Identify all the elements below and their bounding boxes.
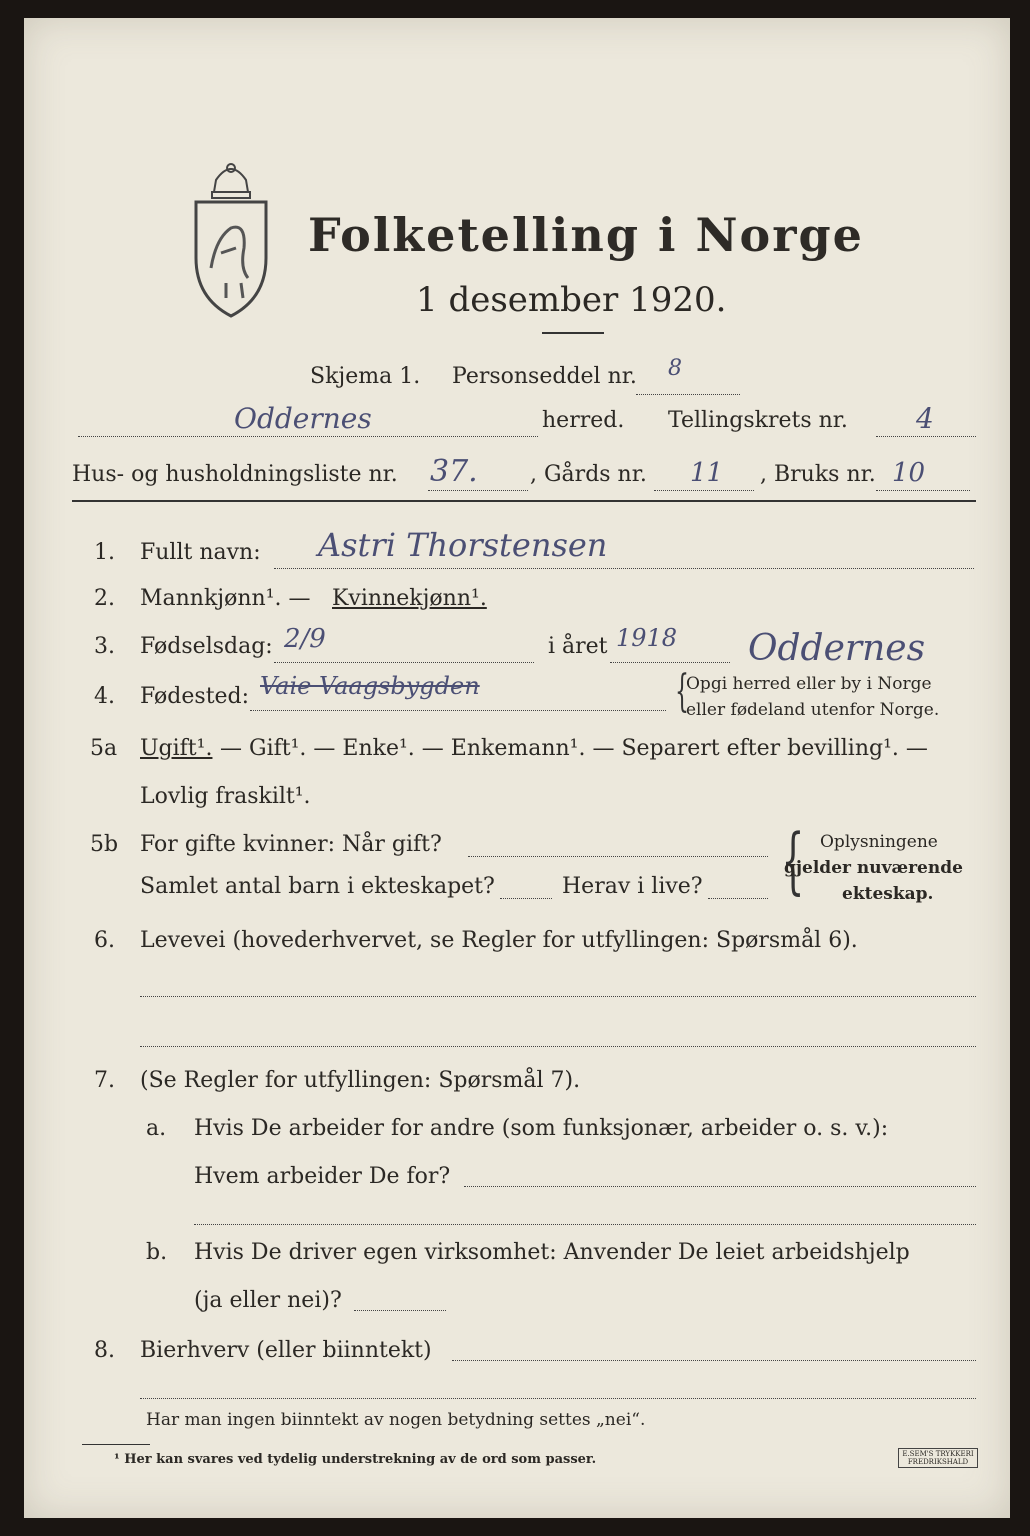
q6-number: 6. [94, 928, 115, 953]
q5b-label: For gifte kvinner: Når gift? [140, 832, 442, 857]
q1-line [274, 568, 974, 569]
q1-label: Fullt navn: [140, 540, 261, 565]
herred-label: herred. [542, 408, 625, 433]
q5b-note-line3: ekteskap. [842, 884, 934, 904]
gards-line [654, 490, 754, 491]
q5b-note-line1: Oplysningene [820, 832, 938, 852]
q5b-barn-line [500, 898, 552, 899]
q5b-live-line [708, 898, 768, 899]
q4-label: Fødested: [140, 684, 250, 709]
q1-value: Astri Thorstensen [318, 526, 608, 564]
q1-number: 1. [94, 540, 115, 565]
q5a-options: — Gift¹. — Enke¹. — Enkemann¹. — Separert efter bevilling¹. — [220, 736, 928, 761]
q3-label: Fødselsdag: [140, 634, 273, 659]
q7b-label: Hvis De driver egen virksomhet: Anvender De leiet arbeidshjelp [194, 1240, 910, 1265]
census-form [24, 18, 1010, 1518]
form-title: Folketelling i Norge [308, 208, 864, 262]
tellingskrets-line [876, 436, 976, 437]
footnote: ¹ Her kan svares ved tydelig understrekning av de ord som passer. [114, 1452, 597, 1467]
q7b-line [354, 1310, 446, 1311]
q5b-line1 [468, 856, 768, 857]
q8-number: 8. [94, 1338, 115, 1363]
q4-note-line2: eller fødeland utenfor Norge. [686, 700, 940, 720]
q7a-line1 [464, 1186, 976, 1187]
husholdning-line [428, 490, 528, 491]
q5b-number: 5b [90, 832, 119, 857]
bruks-label: , Bruks nr. [760, 462, 876, 487]
q6-label: Levevei (hovederhvervet, se Regler for utfyllingen: Spørsmål 6). [140, 928, 858, 953]
q4-note-line1: Opgi herred eller by i Norge [686, 674, 932, 694]
q4-brace: { [675, 666, 689, 717]
q7b-ja-nei-label: (ja eller nei)? [194, 1288, 342, 1313]
q3-number: 3. [94, 634, 115, 659]
printer-stamp: E.SEM'S TRYKKERI FREDRIKSHALD [898, 1448, 978, 1468]
coat-of-arms-icon [186, 158, 276, 318]
q4-number: 4. [94, 684, 115, 709]
q8-line2 [140, 1398, 976, 1399]
personseddel-line [636, 394, 740, 395]
q5b-barn-label: Samlet antal barn i ekteskapet? [140, 874, 495, 899]
gards-label: , Gårds nr. [530, 462, 647, 487]
husholdning-value: 37. [430, 454, 478, 489]
q8-label: Bierhverv (eller biinntekt) [140, 1338, 432, 1363]
q3-year-label: i året [548, 634, 608, 659]
q4-value: Vaie Vaagsbygden [260, 672, 480, 700]
q5b-live-label: Herav i live? [562, 874, 703, 899]
footnote-divider [82, 1444, 150, 1445]
q2-mann: Mannkjønn¹. — [140, 586, 311, 611]
census-date: 1 desember 1920. [416, 280, 727, 320]
q5a-number: 5a [90, 736, 118, 761]
q5a-fraskilt: Lovlig fraskilt¹. [140, 784, 311, 809]
q3-place-value: Oddernes [748, 628, 926, 669]
husholdning-label: Hus- og husholdningsliste nr. [72, 462, 398, 487]
personseddel-value: 8 [668, 356, 682, 381]
q8-line1 [452, 1360, 976, 1361]
q7-label: (Se Regler for utfyllingen: Spørsmål 7). [140, 1068, 581, 1093]
herred-value: Oddernes [234, 402, 372, 435]
herred-line [78, 436, 538, 437]
q7a-label: Hvis De arbeider for andre (som funksjonær, arbeider o. s. v.): [194, 1116, 889, 1141]
q3-date-line [274, 662, 534, 663]
q4-line [250, 710, 666, 711]
biinntekt-note: Har man ingen biinntekt av nogen betydning settes „nei“. [146, 1410, 646, 1430]
gards-value: 11 [690, 458, 724, 488]
tellingskrets-value: 4 [916, 402, 934, 435]
q7-number: 7. [94, 1068, 115, 1093]
bruks-line [876, 490, 970, 491]
q5b-brace: { [781, 818, 805, 902]
header-divider [72, 500, 976, 502]
q7b-letter: b. [146, 1240, 168, 1265]
q3-value: 2/9 [284, 624, 326, 654]
q5a-ugift: Ugift¹. [140, 736, 213, 761]
q3-year-value: 1918 [616, 624, 678, 652]
q5b-note-line2: gjelder nuværende [784, 858, 963, 878]
q7a-hvem-label: Hvem arbeider De for? [194, 1164, 451, 1189]
title-divider [542, 332, 604, 334]
q2-number: 2. [94, 586, 115, 611]
q6-line1 [140, 996, 976, 997]
q2-kvinne: Kvinnekjønn¹. [332, 586, 487, 611]
q7a-line2 [194, 1224, 976, 1225]
q3-year-line [610, 662, 730, 663]
q6-line2 [140, 1046, 976, 1047]
tellingskrets-label: Tellingskrets nr. [668, 408, 848, 433]
skjema-label: Skjema 1. [310, 364, 421, 389]
personseddel-label: Personseddel nr. [452, 364, 637, 389]
bruks-value: 10 [892, 458, 926, 488]
q7a-letter: a. [146, 1116, 167, 1141]
